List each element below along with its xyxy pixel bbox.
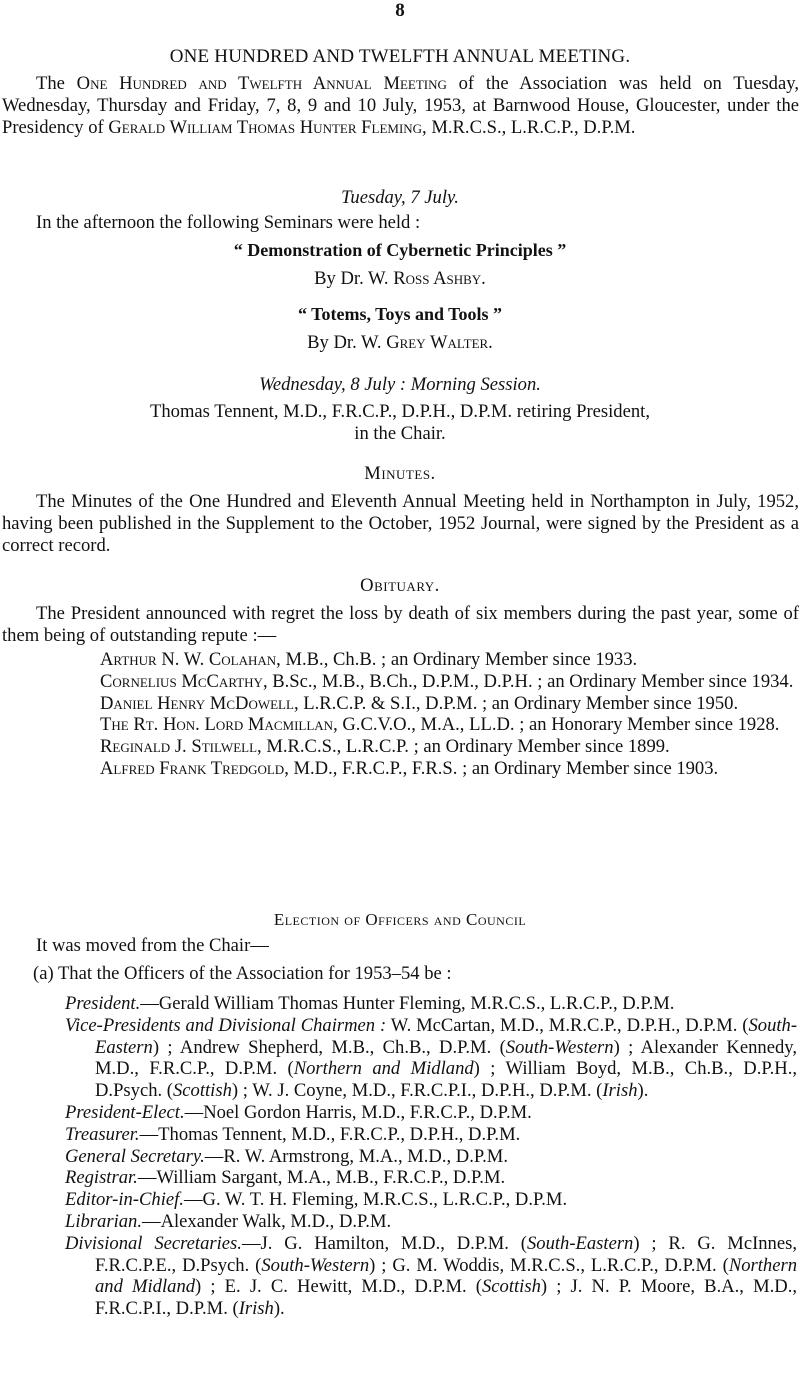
- officer-label: General Secretary.: [65, 1145, 205, 1167]
- member-name: Arthur N. W. Colahan: [100, 649, 277, 670]
- member-details: , M.R.C.S., L.R.C.P. ; an Ordinary Member since 1899.: [257, 736, 670, 758]
- obituary-member: [0, 714, 797, 736]
- seminar-2-title: “ Totems, Toys and Tools ”: [297, 304, 503, 324]
- item-a-label: (a): [33, 963, 54, 984]
- region: Irish: [602, 1080, 638, 1102]
- seminar-1-name: Ross Ashby.: [393, 268, 486, 289]
- officer-text: ) ; R. G. McInnes, F.R.C.P.E., D.Psych. (: [95, 1232, 797, 1276]
- minutes-heading: Minutes.: [364, 463, 436, 484]
- obituary-member: [0, 758, 797, 780]
- officer-text: —Gerald William Thomas Hunter Fleming, M.R.C.S., L.R.C.P., D.P.M.: [140, 993, 675, 1014]
- officer-text: ) ; J. N. P. Moore, B.A., M.D., F.R.C.P.I., D.P.M. (: [95, 1276, 798, 1320]
- officer-label: Divisional Secretaries.: [65, 1232, 242, 1254]
- officer-text: W. McCartan, M.D., M.R.C.P., D.P.H., D.P.M. (: [386, 1014, 749, 1036]
- officer-label: Editor-in-Chief.: [65, 1189, 184, 1211]
- obituary-text: The President announced with regret the loss by death of six members during the past year, some of them being of outstanding repute :—: [2, 603, 799, 646]
- officer-text: ) ; G. M. Woddis, M.R.C.S., L.R.C.P., D.P.M. (: [369, 1254, 729, 1276]
- region: South-Eastern: [526, 1232, 634, 1254]
- seminar-2-speaker: [0, 332, 800, 354]
- officer-text: —Noel Gordon Harris, M.D., F.R.C.P., D.P.M.: [184, 1101, 532, 1123]
- intro-meeting-name: One Hundred and Twelfth Annual Meeting: [76, 73, 447, 94]
- seminar-1-title: “ Demonstration of Cybernetic Principles ”: [233, 240, 567, 260]
- region: South-Western: [261, 1254, 370, 1276]
- obituary-member: [0, 671, 797, 693]
- member-details: , G.C.V.O., M.A., LL.D. ; an Honorary Member since 1928.: [333, 714, 780, 736]
- officer-librarian: [0, 1211, 797, 1233]
- obituary-member: [0, 736, 797, 758]
- region: Scottish: [173, 1080, 232, 1102]
- officer-text: ) ; Andrew Shepherd, M.B., Ch.B., D.P.M. (: [152, 1036, 506, 1058]
- meeting-title: ONE HUNDRED AND TWELFTH ANNUAL MEETING.: [169, 46, 631, 67]
- officer-general-secretary: [0, 1146, 797, 1168]
- officers-list: [0, 993, 797, 1320]
- officer-text: —J. G. Hamilton, M.D., D.P.M. (: [241, 1232, 527, 1254]
- intro-middle: of the Association was held on Tuesday, Wednesday, Thursday and Friday, 7, 8, 9 and 10 July, 1953, at Barnwood House, Gloucester, under the Presidency of: [2, 73, 799, 138]
- member-details: , L.R.C.P. & S.I., D.P.M. ; an Ordinary Member since 1950.: [293, 692, 739, 714]
- officer-text: —William Sargant, M.A., M.B., F.R.C.P., D.P.M.: [137, 1167, 506, 1189]
- intro-tail: , M.R.C.S., L.R.C.P., D.P.M.: [422, 116, 636, 138]
- obituary-heading: Obituary.: [360, 575, 440, 596]
- officer-label: Treasurer.: [65, 1123, 140, 1145]
- wednesday-heading: Wednesday, 8 July : Morning Session.: [259, 374, 541, 395]
- election-moved: It was moved from the Chair—: [36, 935, 269, 956]
- member-name: Daniel Henry McDowell: [100, 692, 294, 714]
- member-details: , M.D., F.R.C.P., F.R.S. ; an Ordinary Member since 1903.: [284, 757, 719, 779]
- election-heading: Election of Officers and Council: [273, 910, 527, 929]
- officer-registrar: [0, 1167, 797, 1189]
- obituary-member: [0, 649, 797, 671]
- officer-editor: [0, 1189, 797, 1211]
- election-item-a: [0, 963, 797, 985]
- obituary-list: [0, 649, 797, 780]
- officer-label: Registrar.: [65, 1167, 138, 1189]
- seminar-1-speaker: [0, 268, 800, 290]
- obituary-member: [0, 693, 797, 715]
- chair-line-1: Thomas Tennent, M.D., F.R.C.P., D.P.H., D.P.M. retiring President,: [150, 401, 650, 422]
- seminar-1-by: By Dr. W.: [314, 268, 394, 289]
- minutes-text: The Minutes of the One Hundred and Eleventh Annual Meeting held in Northampton in July, 1952, having been published in the Supplement to the October, 1952 Journal, were signed by the President as a correct record.: [2, 491, 799, 556]
- officer-president-elect: [0, 1102, 797, 1124]
- item-a-text: That the Officers of the Association for 1953–54 be :: [57, 963, 452, 984]
- region: Scottish: [482, 1276, 541, 1298]
- officer-label: President.: [65, 993, 141, 1014]
- officer-text: ) ; E. J. C. Hewitt, M.D., D.P.M. (: [195, 1276, 482, 1298]
- officer-text: ).: [637, 1080, 649, 1102]
- officer-text: —G. W. T. H. Fleming, M.R.C.S., L.R.C.P., D.P.M.: [183, 1189, 568, 1211]
- region: Northern and Midland: [293, 1058, 474, 1080]
- minutes-paragraph: [2, 491, 799, 556]
- intro-president-name: Gerald William Thomas Hunter Fleming: [108, 116, 423, 138]
- seminar-2-name: Grey Walter.: [386, 332, 493, 353]
- tuesday-text: In the afternoon the following Seminars were held :: [36, 212, 421, 233]
- officer-text: —Alexander Walk, M.D., D.P.M.: [141, 1210, 392, 1232]
- member-details: , B.Sc., M.B., B.Ch., D.P.M., D.P.H. ; an Ordinary Member since 1934.: [262, 670, 794, 692]
- region: South-Western: [505, 1036, 614, 1058]
- member-name: Reginald J. Stilwell: [100, 736, 258, 758]
- officer-text: —R. W. Armstrong, M.A., M.D., D.P.M.: [204, 1145, 508, 1167]
- member-name: Cornelius McCarthy: [100, 670, 263, 692]
- member-details: , M.B., Ch.B. ; an Ordinary Member since 1933.: [276, 649, 638, 670]
- officer-text: —Thomas Tennent, M.D., F.R.C.P., D.P.H., D.P.M.: [139, 1123, 521, 1145]
- officer-president: [0, 993, 797, 1015]
- officer-label: President-Elect.: [65, 1101, 185, 1123]
- obituary-paragraph: [2, 603, 799, 647]
- tuesday-heading: Tuesday, 7 July.: [341, 187, 459, 208]
- officer-text: ) ; W. J. Coyne, M.D., F.R.C.P.I., D.P.H., D.P.M. (: [231, 1080, 603, 1102]
- officer-divisional-secretaries: [0, 1233, 797, 1320]
- seminar-2-by: By Dr. W.: [307, 332, 387, 353]
- region: Northern and Midland: [95, 1254, 797, 1298]
- officer-vice-presidents: [0, 1015, 797, 1102]
- officer-text: ) ; Alexander Kennedy, M.D., F.R.C.P., D.P.M. (: [95, 1036, 797, 1080]
- officer-label: Vice-Presidents and Divisional Chairmen :: [65, 1014, 387, 1036]
- officer-text: ).: [273, 1298, 285, 1320]
- page-number: 8: [395, 0, 405, 21]
- officer-text: ) ; William Boyd, M.B., Ch.B., D.P.H., D.Psych. (: [95, 1058, 798, 1102]
- officer-label: Librarian.: [65, 1210, 142, 1232]
- member-name: The Rt. Hon. Lord Macmillan: [100, 714, 334, 736]
- intro-lead: The: [36, 73, 77, 94]
- region: Irish: [238, 1298, 274, 1320]
- member-name: Alfred Frank Tredgold: [100, 757, 285, 779]
- chair-line-2: in the Chair.: [354, 423, 446, 444]
- intro-paragraph: [2, 73, 799, 138]
- region: South-Eastern: [95, 1014, 798, 1058]
- officer-treasurer: [0, 1124, 797, 1146]
